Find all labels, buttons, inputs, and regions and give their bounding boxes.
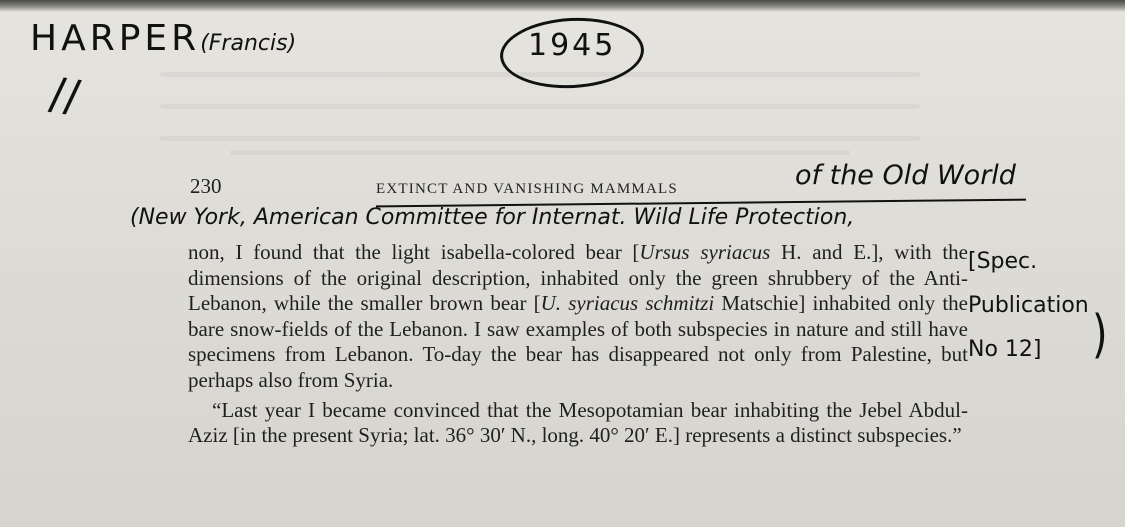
running-head: EXTINCT AND VANISHING MAMMALS [376,181,678,197]
author-first-name: (Francis) [200,31,297,56]
handwritten-mark: // [46,68,84,123]
handwritten-publisher: (New York, American Committee for Internat. Wild Life Protection, [130,205,855,230]
species-name: Ursus syriacus [639,240,771,264]
bleed-through-line [160,136,920,141]
paragraph [188,240,968,394]
bleed-through-line [230,150,850,155]
species-name: U. syriacus schmitzi [540,291,715,316]
paragraph-quote: “Last year I became convinced that the Mesopotamian bear inhabiting the Jebel Abdul-Aziz [in the present Syria; lat. 36° 30′ N., long. 40° 20′ E.] represents a distinct subspecies.” [188,397,968,448]
text-run: H. and E.], with the dimensions of the original description, inhabited only the green shrubbery of the Anti-Lebanon, while the smaller brown bear [ [188,240,968,316]
text-run: non, I found that the light isabella-colored bear [ [188,240,640,264]
body-text [188,240,968,449]
text-run: Matschie] inhabited only the bare snow-fields of the Lebanon. I saw examples of both subspecies in nature and still have specimens from Lebanon. To-day the bear has disappeared not only from Palestine, but perhaps also from Syria. [188,291,968,392]
author-surname: HARPER [30,18,201,59]
handwritten-author [30,18,296,59]
handwritten-year: 1945 [528,28,617,63]
card-top-edge [0,0,1125,12]
page-number: 230 [190,174,222,198]
handwritten-close-paren: ) [1092,305,1108,365]
handwritten-title-addition: of the Old World [795,160,1016,191]
bleed-through-line [160,104,920,109]
handwritten-series: [Spec. Publication No 12] [968,249,1089,362]
